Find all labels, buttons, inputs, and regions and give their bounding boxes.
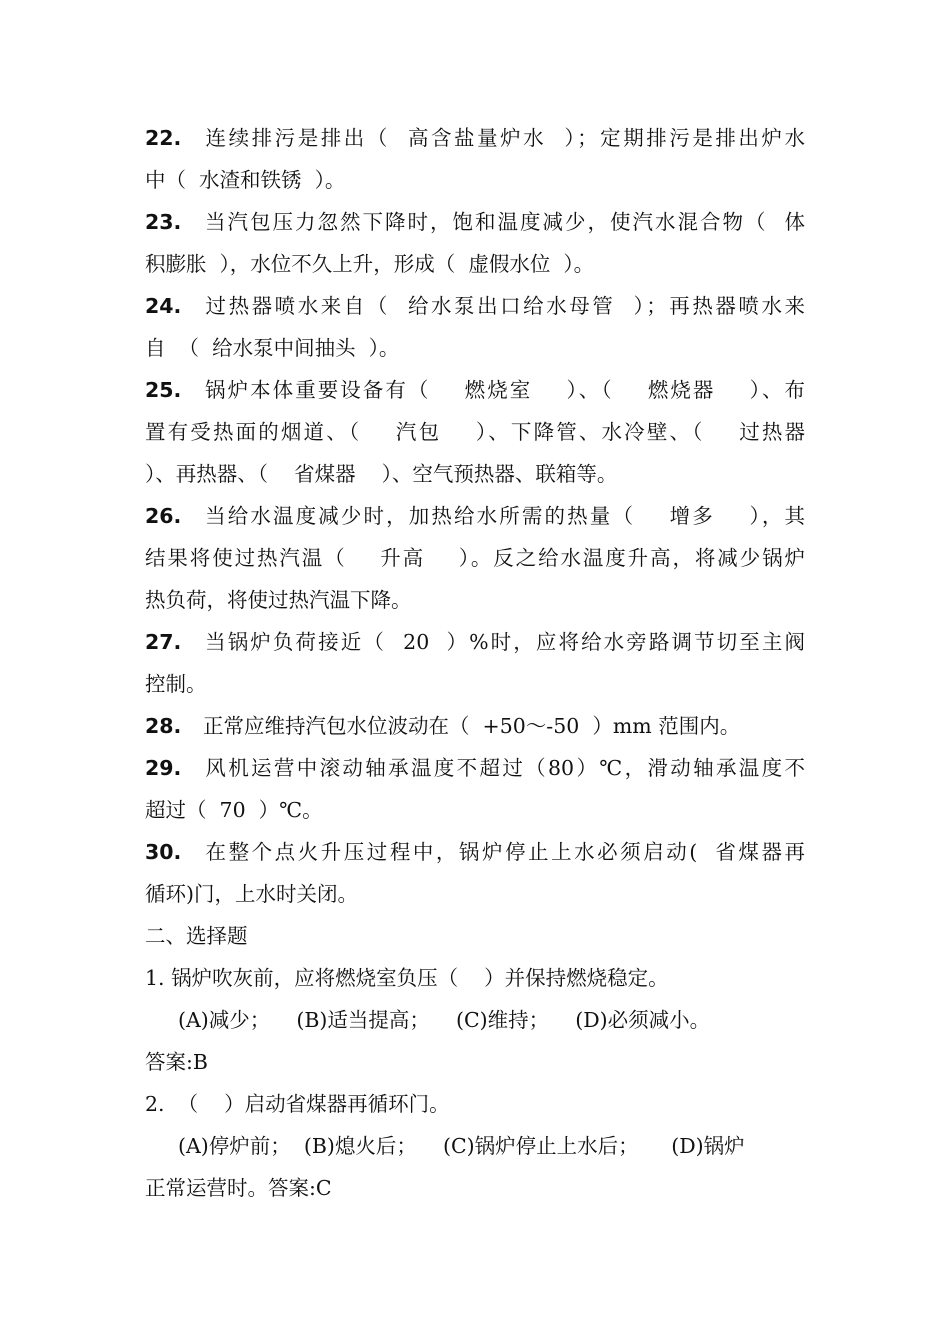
item-29-line-2: 超过（ 70 ）℃。: [145, 798, 323, 822]
item-24-line-1: 24. 过热器喷水来自（ 给水泵出口给水母管 ）；再热器喷水来: [145, 285, 805, 327]
item-22-line-1: 22. 连续排污是排出（ 高含盐量炉水 ）；定期排污是排出炉水: [145, 117, 805, 159]
item-30-line-1: 30. 在整个点火升压过程中，锅炉停止上水必须启动( 省煤器再: [145, 831, 805, 873]
item-27-line-2: 控制。: [145, 672, 207, 696]
question-1-answer: 答案:B: [145, 1050, 208, 1074]
question-1-options: (A)减少； (B)适当提高； (C)维持； (D)必须减小。: [178, 1008, 711, 1032]
question-2-answer: 正常运营时。答案:C: [145, 1176, 332, 1200]
item-26-line-3: 热负荷，将使过热汽温下降。: [145, 588, 412, 612]
item-26-line-1: 26. 当给水温度减少时，加热给水所需的热量（ 增多 ），其: [145, 495, 805, 537]
item-25-line-3: ）、再热器、（ 省煤器 ）、空气预热器、联箱等。: [145, 462, 618, 486]
question-1-stem: 1. 锅炉吹灰前，应将燃烧室负压（ ）并保持燃烧稳定。: [145, 966, 669, 990]
item-number: 25.: [145, 378, 182, 402]
item-28-line-1: 28. 正常应维持汽包水位波动在（ +50～-50 ）mm 范围内。: [145, 705, 805, 747]
item-number: 24.: [145, 294, 182, 318]
item-27-line-1: 27. 当锅炉负荷接近（ 20 ）%时，应将给水旁路调节切至主阀: [145, 621, 805, 663]
item-22-line-2: 中（ 水渣和铁锈 ）。: [145, 168, 346, 192]
item-25-line-1: 25. 锅炉本体重要设备有（ 燃烧室 ）、（ 燃烧器 ）、布: [145, 369, 805, 411]
item-30-line-2: 循环)门，上水时关闭。: [145, 882, 358, 906]
item-number: 30.: [145, 840, 182, 864]
item-26-line-2: 结果将使过热汽温（ 升高 ）。反之给水温度升高，将减少锅炉: [145, 546, 805, 570]
item-number: 28.: [145, 714, 182, 738]
item-number: 22.: [145, 126, 182, 150]
document-page: [145, 117, 805, 1209]
item-25-line-2: 置有受热面的烟道、（ 汽包 ）、下降管、水冷壁、（ 过热器: [145, 420, 805, 444]
question-2-stem: 2. （ ）启动省煤器再循环门。: [145, 1092, 450, 1116]
item-number: 26.: [145, 504, 182, 528]
item-23-line-2: 积膨胀 ），水位不久上升，形成（ 虚假水位 ）。: [145, 252, 595, 276]
item-29-line-1: 29. 风机运营中滚动轴承温度不超过（80）℃，滑动轴承温度不: [145, 747, 805, 789]
item-number: 23.: [145, 210, 182, 234]
item-number: 27.: [145, 630, 182, 654]
item-23-line-1: 23. 当汽包压力忽然下降时，饱和温度减少，使汽水混合物（ 体: [145, 201, 805, 243]
question-2-options: (A)停炉前； (B)熄火后； (C)锅炉停止上水后； (D)锅炉: [178, 1134, 745, 1158]
item-number: 29.: [145, 756, 182, 780]
section-title: 二、选择题: [145, 924, 248, 948]
item-24-line-2: 自 （ 给水泵中间抽头 ）。: [145, 336, 400, 360]
